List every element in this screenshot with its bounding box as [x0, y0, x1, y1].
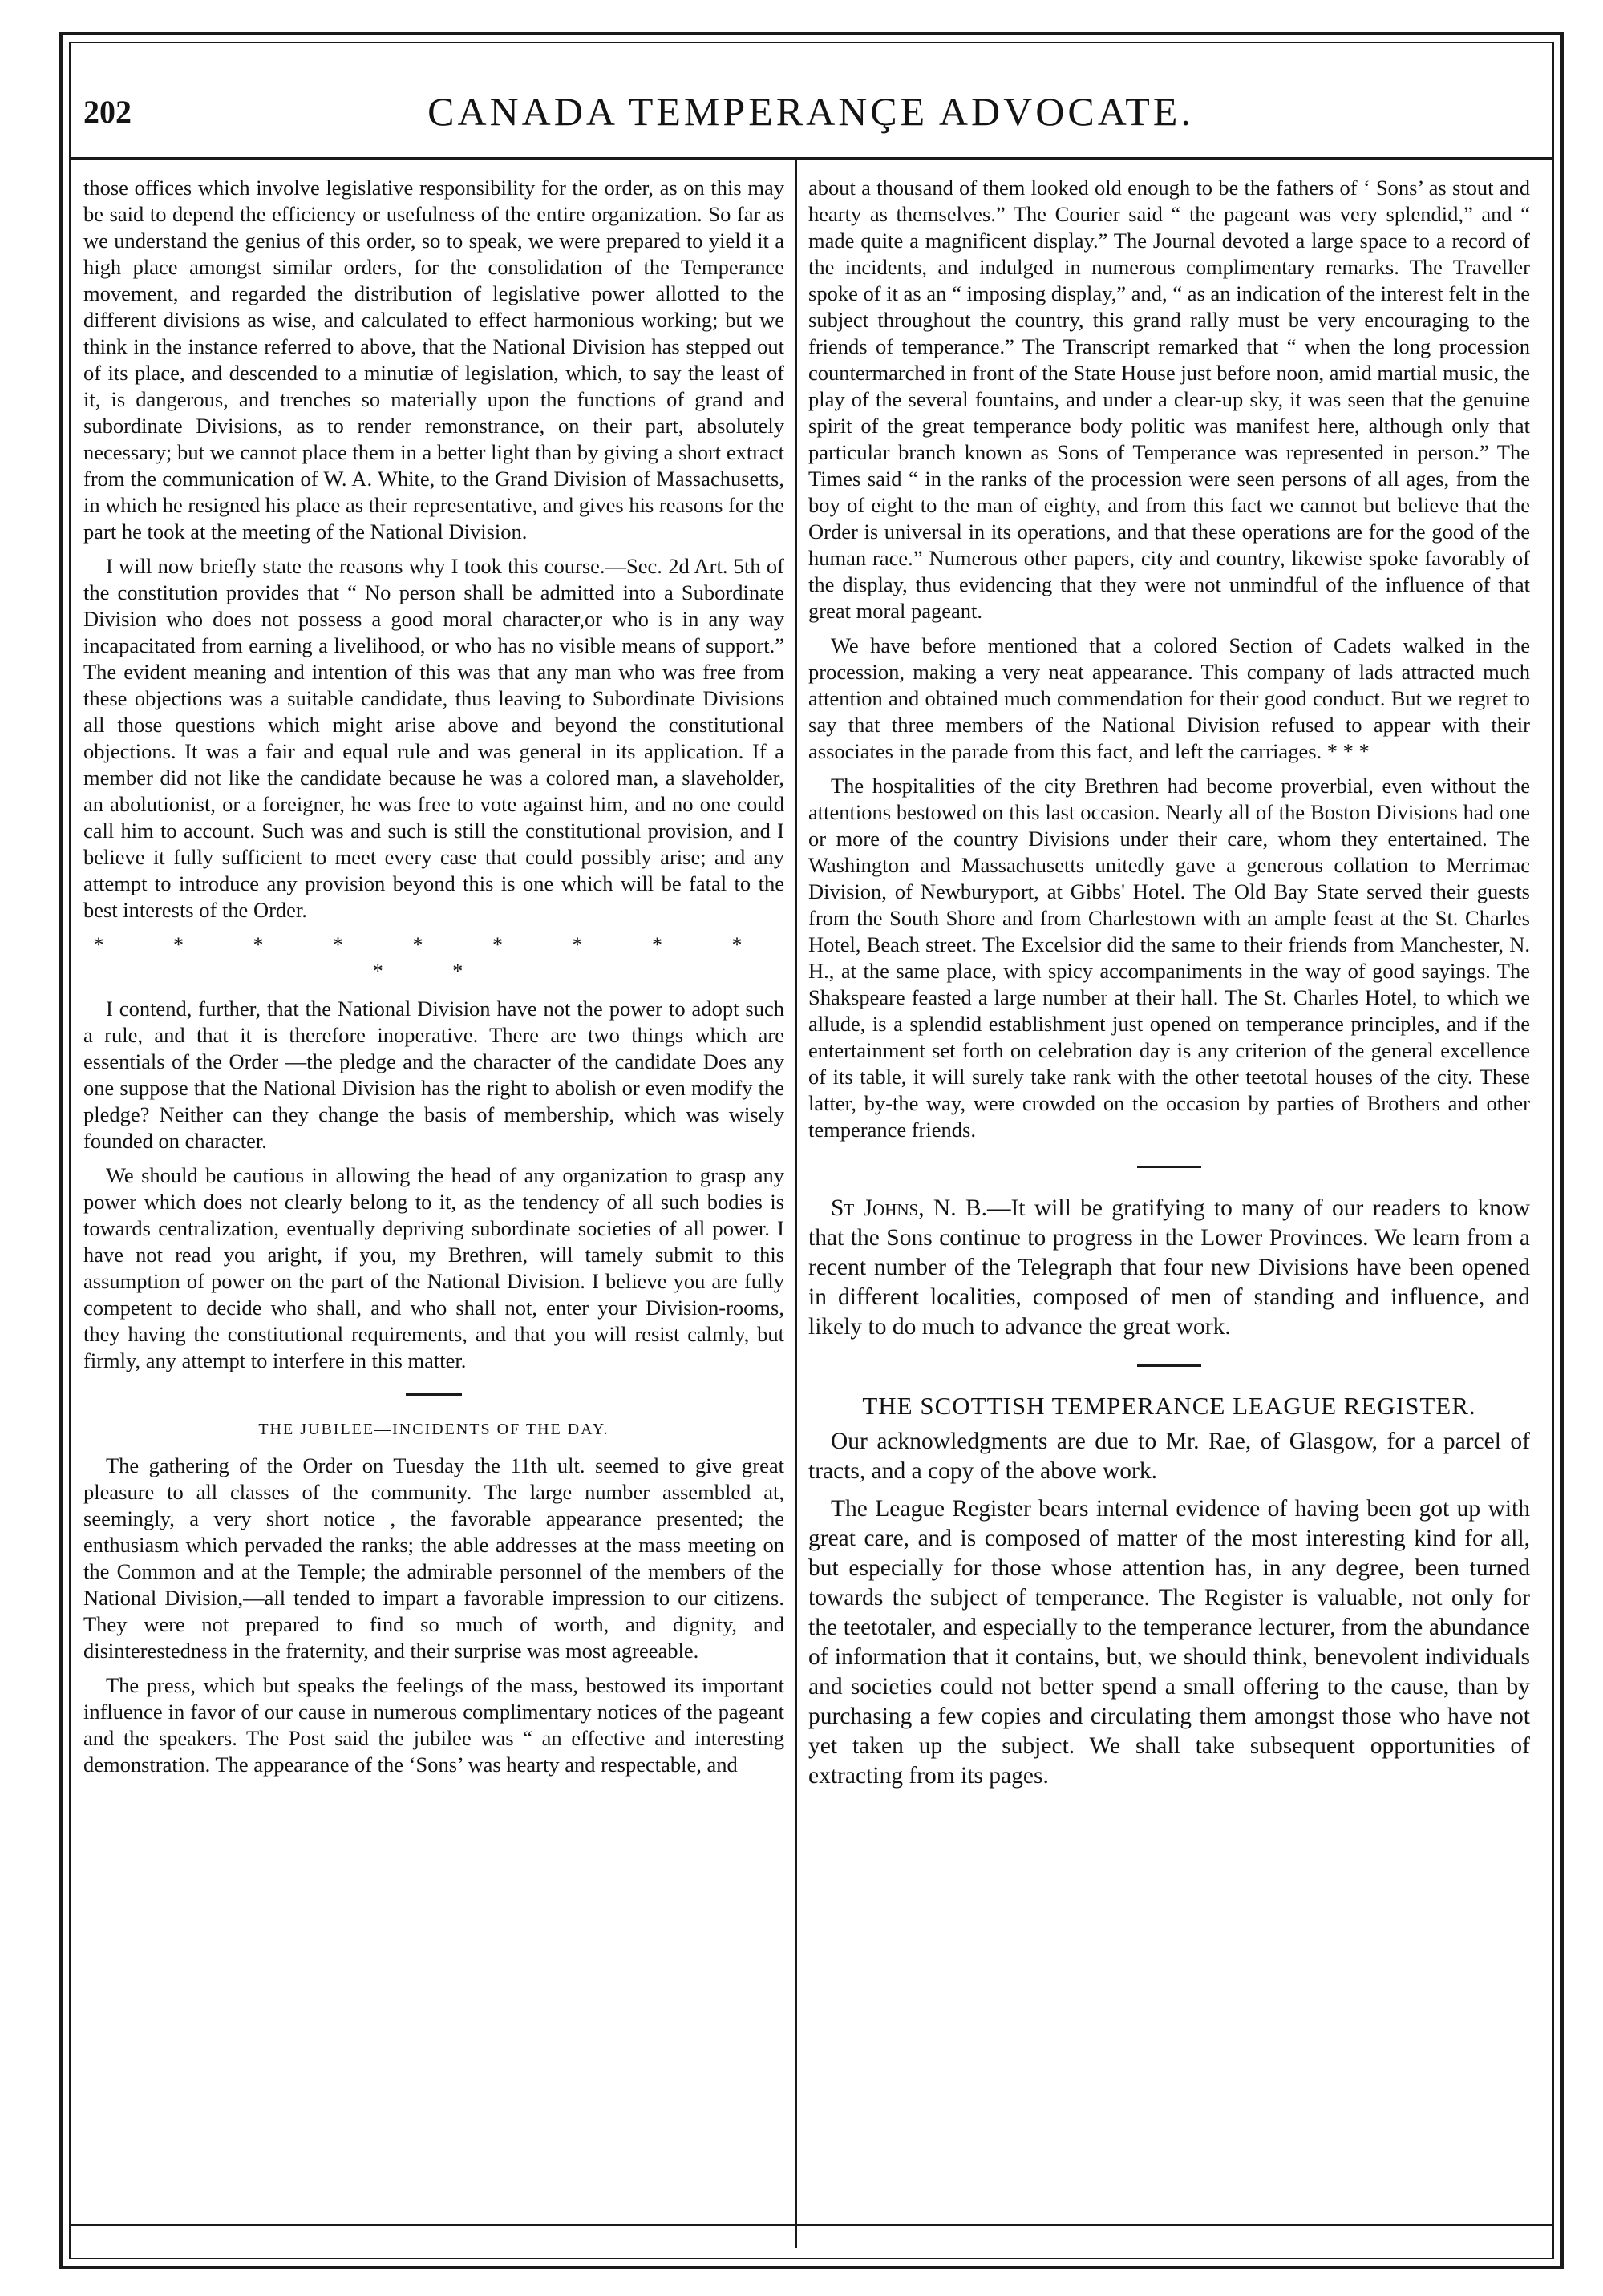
st-johns-text: —It will be gratifying to many of our readers to know that the Sons continue to progress in the Lower Provinces. We learn from a recent number of the Telegraph that four new Divisions have been opened in different localities, composed of men of standing and influence, and likely to do much to advance the great work.	[808, 1195, 1530, 1340]
left-paragraph-2: I will now briefly state the reasons why I took this course.—Sec. 2d Art. 5th of the constitution provides that “ No person shall be admitted into a Subordinate Division who does not possess a good moral character,or who is in any way incapacitated from earning a livelihood, or who has no visible means of support.” The evident meaning and intention of this was that any man who was free from these objections was a suitable candidate, thus leaving to Subordinate Divisions all those questions which might arise above and beyond the constitutional objections. It was a fair and equal rule and was general in its application. If a member did not like the candidate because he was a colored man, a slaveholder, an abolutionist, or a foreigner, he was free to vote against him, and no one could call him to account. Such was and such is still the constitutional provision, and I believe it fully sufficient to meet every case that could possibly arise; and any attempt to introduce any provision beyond this is one which will be fatal to the best interests of the Order.	[83, 554, 784, 922]
league-heading: THE SCOTTISH TEMPERANCE LEAGUE REGISTER.	[862, 1392, 1476, 1420]
left-paragraph-4: We should be cautious in allowing the head of any organization to grasp any power which does not clearly belong to it, as the tendency of all such bodies is towards centralization, eventually depriving subordinate societies of all power. I have not read you aright, if you, my Brethren, will tamely submit to this assumption of power on the part of the National Division. I believe you are fully competent to decide who shall, and who shall not, enter your Division-rooms, they having the constitutional requirements, and that you will resist calmly, but firmly, any attempt to interfere in this matter.	[83, 1163, 784, 1372]
left-paragraph-1: those offices which involve legislative responsibility for the order, as on this may be said to depend the efficiency or usefulness of the entire organization. So far as we understand the genius of this order, so to speak, we were prepared to yield it a high place amongst similar orders, for the consolidation of the Temperance movement, and regarded the distribution of legislative power allotted to the different divisions as wise, and calculated to effect harmonious working; but we think in the instance referred to above, that the National Division has stepped out of its place, and descended to a minutiæ of legislation, which, to say the least of it, is dangerous, and trenches so materially upon the functions of grand and subordinate Divisions, as to render remonstrance, on their part, absolutely necessary; but we cannot place them in a better light than by giving a short extract from the communication of W. A. White, to the Grand Division of Massachusetts, in which he resigned his place as their representative, and gives his reasons for the part he took at the meeting of the National Division.	[83, 176, 784, 544]
jubilee-heading: THE JUBILEE—INCIDENTS OF THE DAY.	[258, 1421, 609, 1438]
st-johns-paragraph	[808, 1194, 1530, 1342]
footer-rule	[69, 2224, 1554, 2226]
section-rule	[1137, 1166, 1201, 1168]
right-column	[808, 175, 1530, 1799]
right-paragraph-5: Our acknowledgments are due to Mr. Rae, of Glasgow, for a parcel of tracts, and a copy of the above work.	[808, 1429, 1530, 1484]
section-rule	[406, 1393, 462, 1396]
st-johns-lead: St Johns, N. B.	[831, 1195, 988, 1221]
left-paragraph-6: The press, which but speaks the feelings of the mass, bestowed its important influence in favor of our cause in numerous complimentary notices of the pageant and the speakers. The Post said the jubilee was “ an effective and interesting demonstration. The appearance of the ‘Sons’ was hearty and respectable, and	[83, 1673, 784, 1777]
right-paragraph-2: We have before mentioned that a colored Section of Cadets walked in the procession, making a very neat appearance. This company of lads attracted much attention and obtained much commendation for their good conduct. But we regret to say that three members of the National Division refused to appear with their associates in the parade from this fact, and left the carriages. * * *	[808, 633, 1530, 763]
left-column	[83, 175, 784, 1786]
left-paragraph-5: The gathering of the Order on Tuesday the 11th ult. seemed to give great pleasure to all classes of the community. The large number assembled at, seemingly, a very short notice , the favorable appearance presented; the enthusiasm which pervaded the ranks; the able addresses at the mass meeting on the Common and at the Temple; the admirable personnel of the members of the National Division,—all tended to impart a favorable impression to our citizens. They were not prepared to find so much of worth, and dignity, and disinterestedness in the fraternity, and their surprise was most agreeable.	[83, 1453, 784, 1663]
left-paragraph-3: I contend, further, that the National Division have not the power to adopt such a rule, and that it is therefore inoperative. There are two things which are essentials of the Order —the pledge and the character of the candidate Does any one suppose that the National Division has the right to abolish or even modify the pledge? Neither can they change the basis of membership, which was wisely founded on character.	[83, 996, 784, 1153]
section-rule	[1137, 1364, 1201, 1367]
page-number: 202	[83, 94, 132, 130]
column-divider	[795, 159, 797, 2248]
right-paragraph-1: about a thousand of them looked old enough to be the fathers of ‘ Sons’ as stout and hearty as themselves.” The Courier said “ the pageant was very splendid,” and “ made quite a magnificent display.” The Journal devoted a large space to a record of the incidents, and indulged in numerous complimentary remarks. The Traveller spoke of it as an “ imposing display,” and, “ as an indication of the interest felt in the subject throughout the country, this grand rally must be very encouraging to the friends of temperance.” The Transcript remarked that “ when the long procession countermarched in front of the State House just before noon, amid martial music, the play of the several fountains, and under a clear-up sky, it was seen that the genuine spirit of the great temperance body politic was manifest here, although only that particular branch known as Sons of Temperance was represented in person.” The Times said “ in the ranks of the procession were seen persons of all ages, from the boy of eight to the man of eighty, and from this fact we cannot but believe that the Order is universal in its operations, and that these operations are for the good of the human race.” Numerous other papers, city and country, likewise spoke favorably of the display, thus evidencing that they were not unmindful of the influence of that great moral pageant.	[808, 176, 1531, 623]
right-paragraph-6: The League Register bears internal evidence of having been got up with great care, and is composed of matter of the most interesting kind for all, but especially for those whose attention has, in any degree, been turned towards the subject of temperance. The Register is valuable, not only for the teetotaler, and especially to the temperance lecturer, from the abundance of information that it contains, but, we should think, benevolent individuals and societies could not better spend a small offering to the cause, than by purchasing a few copies and circulating them amongst those who have not yet taken up the subject. We shall take subsequent opportunities of extracting from its pages.	[808, 1496, 1530, 1789]
ellipsis-stars: * * * * * * * * * * *	[93, 933, 775, 983]
page-header	[77, 80, 1544, 138]
running-head: CANADA TEMPERANÇE ADVOCATE.	[427, 89, 1194, 134]
right-paragraph-3: The hospitalities of the city Brethren had become proverbial, even without the attentions bestowed on this last occasion. Nearly all of the Boston Divisions had one or more of the country Divisions under their care, whom they entertained. The Washington and Massachusetts unitedly gave a generous collation to Merrimac Division, of Newburyport, at Gibbs' Hotel. The Old Bay State served their guests from the South Shore and from Charlestown with an ample feast at the St. Charles Hotel, Beach street. The Excelsior did the same to their friends from Manchester, N. H., at the same place, with spicy accompaniments in the way of good sayings. The Shakspeare feasted a large number at their hall. The St. Charles Hotel, to which we allude, is a splendid establishment just opened on temperance principles, and if the entertainment set forth on celebration day is any criterion of the general excellence of its table, it will surely take rank with the other teetotal houses of the city. These latter, by-the way, were crowded on the occasion by parties of Brothers and other temperance friends.	[808, 774, 1530, 1142]
header-rule	[69, 157, 1554, 160]
